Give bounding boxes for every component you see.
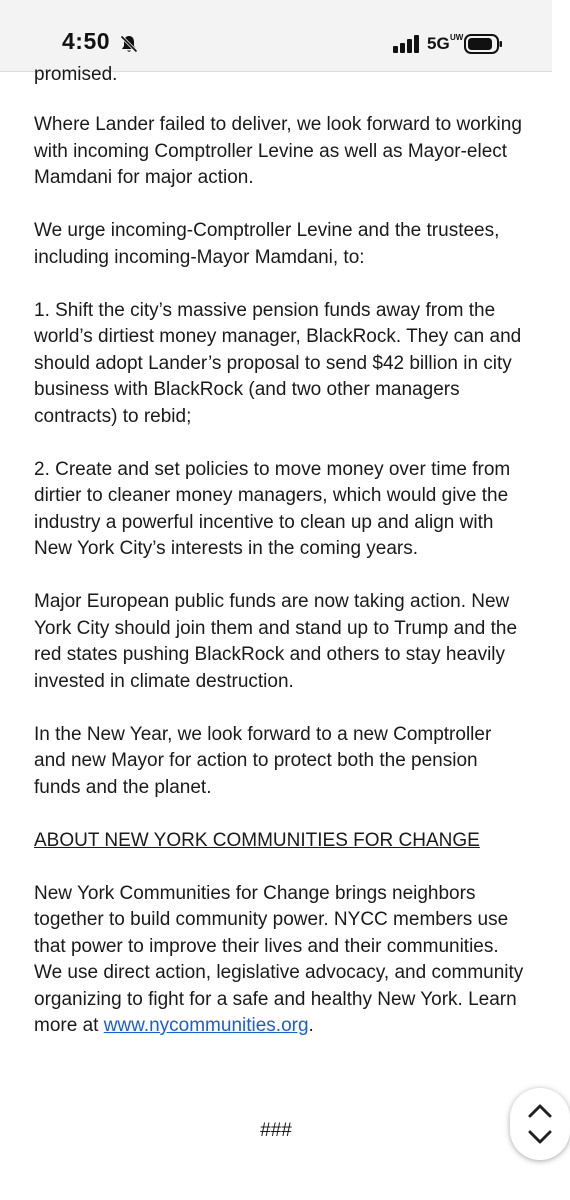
about-heading: ABOUT NEW YORK COMMUNITIES FOR CHANGE xyxy=(34,829,480,851)
status-bar xyxy=(0,0,552,72)
scroll-button[interactable] xyxy=(510,1088,570,1160)
about-text: New York Communities for Change brings neighbors together to build community power. NYCC members use that power to improve their lives and their communities. We use direct action, legislative advocacy, and community organizing to fight for a safe and healthy New York. Learn more at xyxy=(34,882,524,1036)
about-end: . xyxy=(308,1015,314,1036)
signal-icon xyxy=(393,35,421,53)
paragraph: In the New Year, we look forward to a new Comptroller and new Mayor for action to protect both the pension funds and the planet. xyxy=(34,723,492,798)
paragraph: Major European public funds are now taking action. New York City should join them and stand up to Trump and the red states pushing BlackRock and others to stay heavily invested in climate destruction. xyxy=(34,591,518,692)
paragraph: 2. Create and set policies to move money over time from dirtier to cleaner money managers, which would give the industry a powerful incentive to clean up and align with New York City’s interests in the coming years. xyxy=(34,458,511,559)
bell-off-icon xyxy=(119,34,139,54)
scroll-up-down-icon xyxy=(527,1102,553,1146)
email-body xyxy=(34,112,526,1066)
end-mark: ### xyxy=(260,1120,292,1141)
network-superscript: UW xyxy=(450,33,464,42)
website-link[interactable]: www.nycommunities.org xyxy=(103,1015,309,1036)
status-time: 4:50 xyxy=(62,28,111,54)
network-label: 5G xyxy=(427,34,450,53)
paragraph: 1. Shift the city’s massive pension funds away from the world’s dirtiest money manager, BlackRock. They can and should adopt Lander’s proposal to send $42 billion in city business with BlackRock (and two other managers contracts) to rebid; xyxy=(34,299,522,427)
battery-icon xyxy=(464,34,504,54)
paragraph: We urge incoming-Comptroller Levine and the trustees, including incoming-Mayor Mamdani, to: xyxy=(34,220,500,268)
cut-off-text-line: promised. xyxy=(34,64,118,85)
paragraph: Where Lander failed to deliver, we look forward to working with incoming Comptroller Levine as well as Mayor-elect Mamdani for major action. xyxy=(34,114,522,188)
about-paragraph xyxy=(34,881,526,1040)
